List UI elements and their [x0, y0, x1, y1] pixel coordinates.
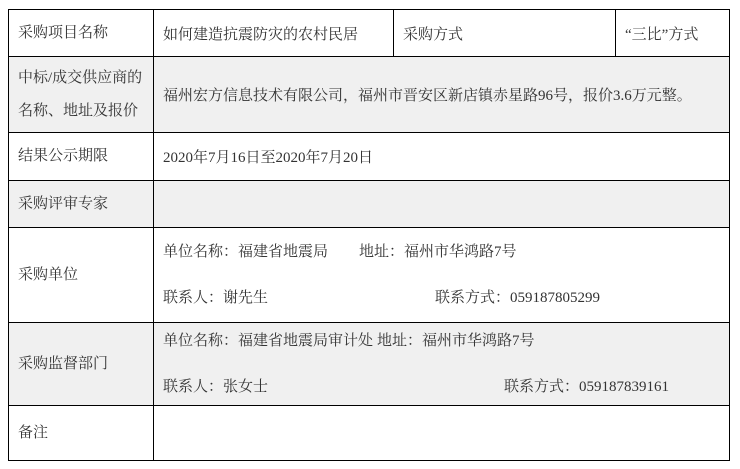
table-row — [9, 133, 730, 181]
project-name-value: 如何建造抗震防灾的农村民居 — [154, 10, 394, 57]
table-row — [9, 323, 730, 406]
table-row — [9, 57, 730, 133]
supervisor-line-1 — [163, 333, 725, 349]
remarks-label: 备注 — [9, 406, 154, 461]
purchaser-unit-name: 单位名称：福建省地震局 — [163, 244, 329, 260]
review-experts-value — [154, 181, 730, 228]
supplier-value: 福州宏方信息技术有限公司，福州市晋安区新店镇赤星路96号，报价3.6万元整。 — [154, 57, 730, 133]
supervisor-phone: 联系方式：059187839161 — [504, 379, 670, 395]
publicity-period-label: 结果公示期限 — [9, 133, 154, 181]
procurement-method-label: 采购方式 — [394, 10, 616, 57]
spacer — [163, 349, 725, 379]
purchaser-detail-cell — [154, 228, 730, 323]
publicity-period-value: 2020年7月16日至2020年7月20日 — [154, 133, 730, 181]
procurement-method-value: “三比”方式 — [616, 10, 730, 57]
supervisor-address: 地址：福州市华鸿路7号 — [377, 333, 535, 349]
table-row — [9, 228, 730, 323]
purchaser-contact: 联系人：谢先生 — [163, 290, 269, 306]
purchaser-label: 采购单位 — [9, 228, 154, 323]
supervisor-detail-cell — [154, 323, 730, 406]
supervisor-label: 采购监督部门 — [9, 323, 154, 406]
spacer — [163, 260, 725, 290]
review-experts-label: 采购评审专家 — [9, 181, 154, 228]
purchaser-phone: 联系方式：059187805299 — [435, 290, 601, 306]
supervisor-line-2 — [163, 379, 725, 395]
table-row — [9, 181, 730, 228]
project-name-label: 采购项目名称 — [9, 10, 154, 57]
table-row — [9, 10, 730, 57]
purchaser-address: 地址：福州市华鸿路7号 — [359, 244, 517, 260]
procurement-result-table — [8, 9, 730, 461]
supervisor-contact: 联系人：张女士 — [163, 379, 269, 395]
table-row — [9, 406, 730, 461]
supplier-label: 中标/成交供应商的名称、地址及报价 — [9, 57, 154, 133]
purchaser-line-2 — [163, 290, 725, 306]
supervisor-unit-name: 单位名称：福建省地震局审计处 — [163, 333, 374, 349]
purchaser-line-1 — [163, 244, 725, 260]
remarks-value — [154, 406, 730, 461]
